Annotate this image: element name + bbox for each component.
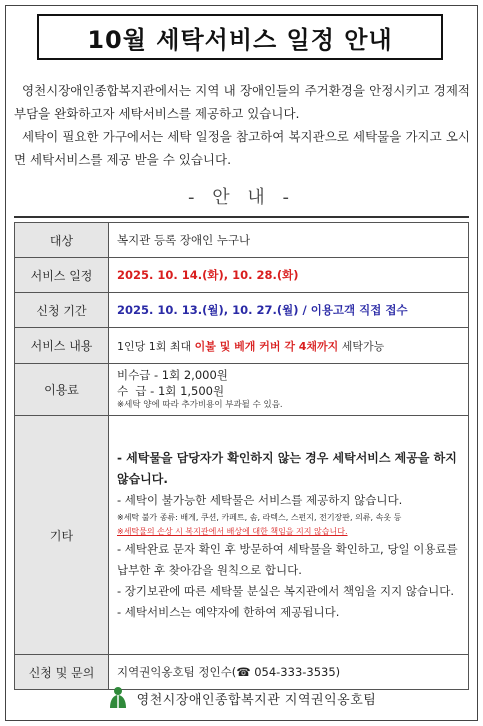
guide-heading: - 안 내 - xyxy=(188,187,295,208)
fee-note: ※세탁 양에 따라 추가비용이 부과될 수 있음. xyxy=(117,400,283,410)
label-contact: 신청 및 문의 xyxy=(15,655,109,690)
content-highlight: 이불 및 베개 커버 각 4채까지 xyxy=(194,339,339,353)
value-content xyxy=(109,328,469,364)
footer xyxy=(0,686,483,710)
intro-paragraph-2: 세탁이 필요한 가구에서는 세탁 일정을 참고하여 복지관으로 세탁물을 가지고 오시면 세탁서비스를 제공 받을 수 있습니다. xyxy=(14,129,470,167)
intro-paragraph-1: 영천시장애인종합복지관에서는 지역 내 장애인들의 주거환경을 안정시키고 경제적 부담을 완화하고자 세탁서비스를 제공하고 있습니다. xyxy=(14,83,470,121)
label-target: 대상 xyxy=(15,223,109,258)
fee-line-2: 수 급 - 1회 1,500원 xyxy=(117,384,225,398)
etc-item-2-warning: ※세탁물의 손상 시 복지관에서 배상에 대한 책임을 지지 않습니다. xyxy=(117,526,348,536)
table-row-etc xyxy=(15,416,469,655)
table-row-contact xyxy=(15,655,469,690)
table-row-fee xyxy=(15,364,469,416)
label-etc: 기타 xyxy=(15,416,109,655)
label-apply-period: 신청 기간 xyxy=(15,293,109,328)
apply-separator: / xyxy=(298,303,311,317)
label-schedule: 서비스 일정 xyxy=(15,258,109,293)
etc-item-5: - 세탁서비스는 예약자에 한하여 제공됩니다. xyxy=(117,604,340,619)
value-contact: 지역권익옹호팀 정인수(☎ 054-333-3535) xyxy=(109,655,469,690)
value-apply-period xyxy=(109,293,469,328)
etc-item-2: - 세탁이 불가능한 세탁물은 서비스를 제공하지 않습니다. xyxy=(117,492,403,507)
organization-name: 영천시장애인종합복지관 지역권익옹호팀 xyxy=(136,692,377,708)
label-fee: 이용료 xyxy=(15,364,109,416)
info-table xyxy=(14,222,469,690)
value-fee xyxy=(109,364,469,416)
value-schedule: 2025. 10. 14.(화), 10. 28.(화) xyxy=(109,258,469,293)
content-prefix: 1인당 1회 최대 xyxy=(117,339,195,353)
fee-line-1: 비수급 - 1회 2,000원 xyxy=(117,368,228,382)
apply-dates: 2025. 10. 13.(월), 10. 27.(월) xyxy=(117,303,299,317)
etc-item-2-note: ※세탁 불가 종류: 배게, 쿠션, 카페트, 솜, 라텍스, 스펀지, 전기장판, 의류, 속옷 등 xyxy=(117,512,402,522)
page-title: 10월 세탁서비스 일정 안내 xyxy=(87,25,393,54)
table-row-content xyxy=(15,328,469,364)
organization-logo xyxy=(107,686,129,710)
table-row-target xyxy=(15,223,469,258)
divider xyxy=(14,216,469,218)
apply-note: 이용고객 직접 접수 xyxy=(310,303,408,317)
title-box xyxy=(37,14,443,60)
etc-item-4: - 장기보관에 따른 세탁물 분실은 복지관에서 책임을 지지 않습니다. xyxy=(117,583,454,598)
etc-item-1: - 세탁물을 담당자가 확인하지 않는 경우 세탁서비스 제공을 하지 않습니다. xyxy=(117,450,457,486)
table-row-schedule xyxy=(15,258,469,293)
value-target: 복지관 등록 장애인 누구나 xyxy=(109,223,469,258)
content-suffix: 세탁가능 xyxy=(338,339,385,353)
table-row-apply-period xyxy=(15,293,469,328)
intro-text xyxy=(14,79,470,171)
label-content: 서비스 내용 xyxy=(15,328,109,364)
value-etc xyxy=(109,416,469,655)
etc-item-3: - 세탁완료 문자 확인 후 방문하여 세탁물을 확인하고, 당일 이용료를 납부한 후 찾아감을 원칙으로 합니다. xyxy=(117,541,458,577)
